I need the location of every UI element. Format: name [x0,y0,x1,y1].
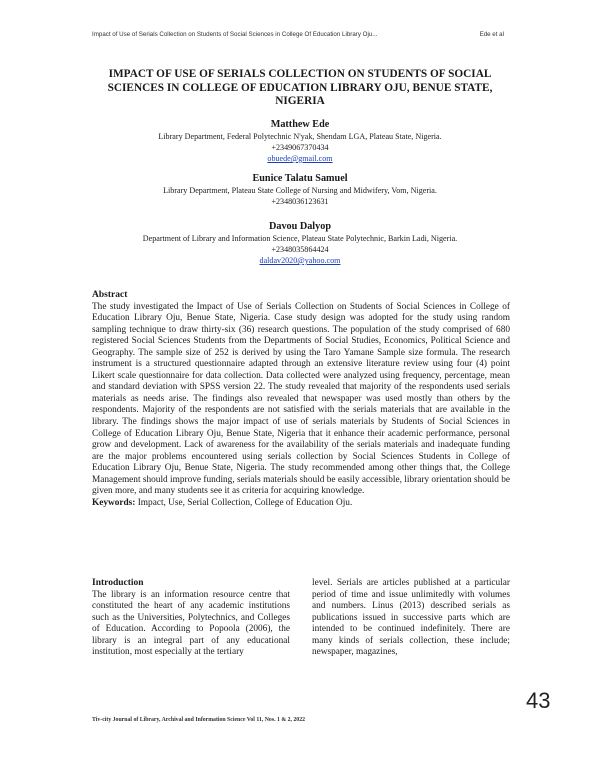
introduction-columns [92,578,510,659]
column-right [312,578,510,659]
author-name: Matthew Ede [270,119,330,130]
keywords-label: Keywords: [92,497,136,508]
introduction-text-col2: level. Serials are articles published at a particular period of time and issue unlimitedly with volumes and numbers. Linus (2013) described serials as publications issued in successive parts which are intended to be continued indefinitely. There are many kinds of serials collection, these include; newspaper, magazines, [312,578,510,658]
author-affiliation: Department of Library and Information Science, Plateau State Polytechnic, Barkin Ladi, Nigeria. [142,234,458,243]
abstract-section [92,290,510,509]
author-block-1 [92,118,508,164]
keywords-text: Impact, Use, Serial Collection, College of Education Oju. [135,497,353,508]
author-affiliation: Library Department, Federal Polytechnic N'yak, Shendam LGA, Plateau State, Nigeria. [158,132,442,141]
journal-footer: Tiv-city Journal of Library, Archival and Information Science Vol 11, Nos. 1 & 2, 2022 [92,717,305,723]
keywords-line [92,498,510,510]
abstract-heading: Abstract [92,290,128,300]
running-head [92,31,504,38]
running-head-author: Ede et al [479,31,504,38]
author-block-2 [92,172,508,207]
column-left [92,578,290,659]
author-phone: +2348036123631 [271,197,329,206]
author-email-link[interactable]: obuede@gmail.com [267,154,333,163]
author-affiliation: Library Department, Plateau State College of Nursing and Midwifery, Vom, Nigeria. [163,186,437,195]
abstract-text: The study investigated the Impact of Use of Serials Collection on Students of Social Sciences in College of Education Library Oju, Benue State, Nigeria. Case study design was adopted for the study using random sampling technique to draw thirty-six (36) research questions. The population of the study comprised of 680 registered Social Sciences Students from the Departments of Social Studies, Economics, Political Science and Geography. The sample size of 252 is derived by using the Taro Yamane Sample size formula. The research instrument is a structured questionnaire adapted through an extensive literature review using four (4) point Likert scale questionnaire for data collection. Data collected were analyzed using frequency, percentage, mean and standard deviation with SPSS version 22. The study revealed that majority of the respondents used serials materials as needs arise. The findings also revealed that newspaper was used mostly than others by the respondents. Majority of the respondents are not satisfied with the serials materials that are available in the library. The findings shows the major impact of use of serials materials by Students of Social Sciences in College of Education Library Oju, Benue State, Nigeria that it enhance their academic performance, personal grow and development. Lack of awareness for the availability of the serials materials and inadequate funding are the major problems encountered using serials collection by Social Sciences Students in College of Education Library Oju, Benue State, Nigeria. The study recommended among other things that, the College Management should improve funding, serials materials should be easily accessible, library orientation should be given more, and many students see it as criteria for acquiring knowledge. [92,301,510,497]
author-phone: +2348035864424 [271,245,329,254]
running-head-title: Impact of Use of Serials Collection on Students of Social Sciences in College Of Education Library Oju... [92,31,378,38]
introduction-text-col1: The library is an information resource centre that constituted the heart of any academic institutions such as the Universities, Polytechnics, and Colleges of Education. According to Popoola (2006), the library is an integral part of any educational institution, most especially at the tertiary [92,589,290,658]
author-block-3 [92,220,508,266]
author-phone: +2349067370434 [271,143,329,152]
page-number: 43 [526,688,551,713]
author-name: Eunice Talatu Samuel [252,173,348,184]
author-name: Davou Dalyop [269,221,331,232]
introduction-heading: Introduction [92,578,144,588]
author-email-link[interactable]: daldav2020@yahoo.com [259,256,341,265]
paper-title: IMPACT OF USE OF SERIALS COLLECTION ON STUDENTS OF SOCIAL SCIENCES IN COLLEGE OF EDUCATION LIBRARY OJU, BENUE STATE, NIGERIA [107,68,493,107]
